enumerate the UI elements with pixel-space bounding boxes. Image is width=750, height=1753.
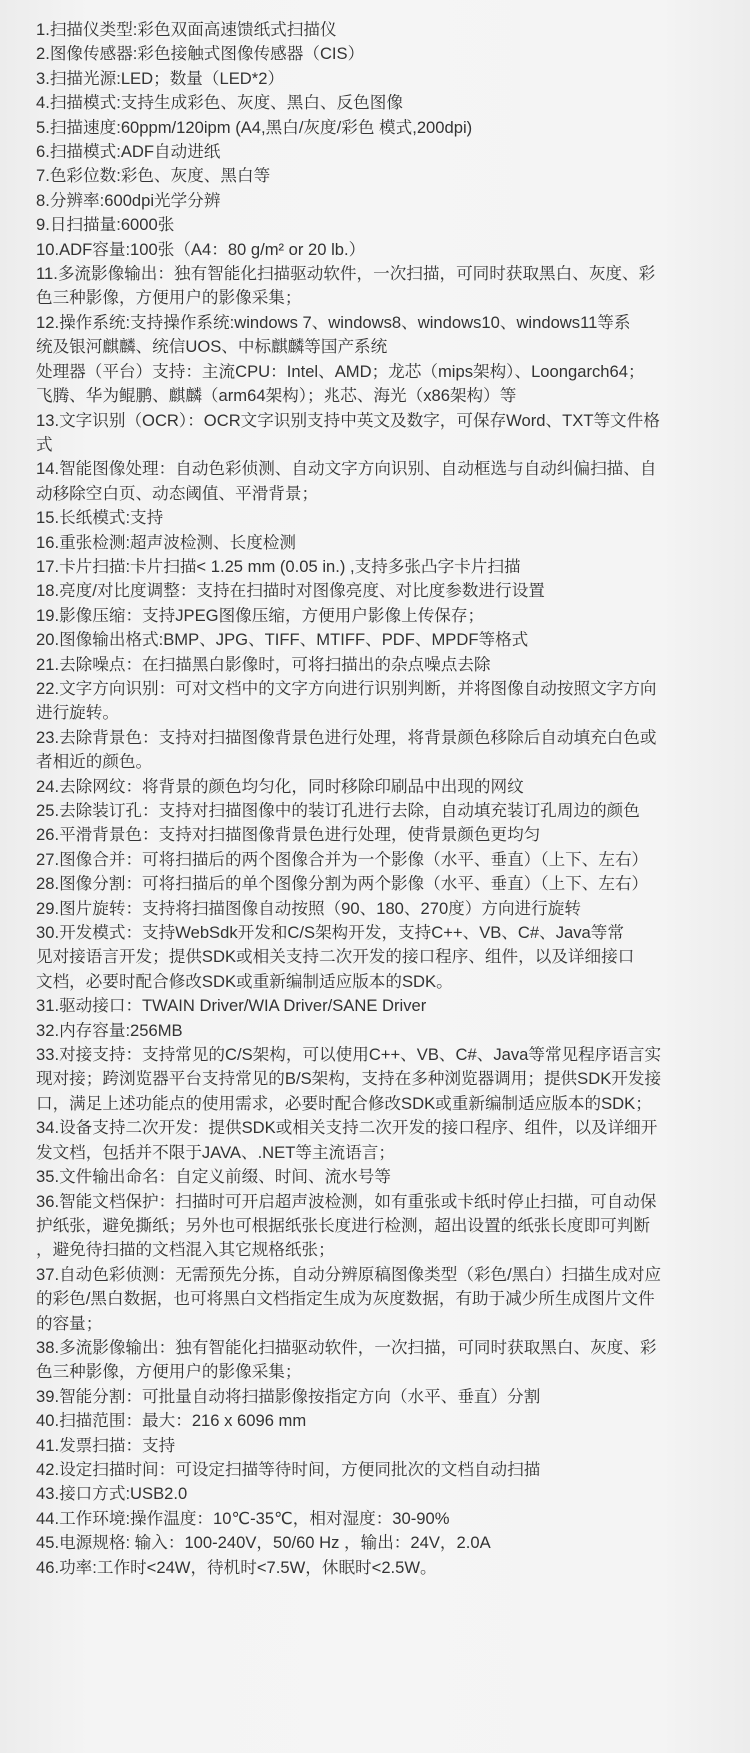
spec-line: ，避免待扫描的文档混入其它规格纸张； <box>36 1240 335 1260</box>
spec-line: 41.发票扫描：支持 <box>36 1435 176 1455</box>
spec-line: 处理器（平台）支持：主流CPU：Intel、AMD；龙芯（mips架构）、Loongarch64； <box>36 361 645 381</box>
spec-line: 进行旋转。 <box>36 703 119 723</box>
spec-line: 34.设备支持二次开发：提供SDK或相关支持二次开发的接口程序、组件，以及详细开 <box>36 1118 658 1138</box>
spec-line: 42.设定扫描时间：可设定扫描等待时间，方便同批次的文档自动扫描 <box>36 1459 541 1479</box>
spec-line: 19.影像压缩：支持JPEG图像压缩，方便用户影像上传保存； <box>36 605 485 625</box>
spec-line: 45.电源规格: 输入：100-240V，50/60 Hz ，输出：24V，2.0A <box>36 1533 491 1553</box>
spec-line: 12.操作系统:支持操作系统:windows 7、windows8、windows10、windows11等系 <box>36 312 631 332</box>
spec-line: 5.扫描速度:60ppm/120ipm (A4,黑白/灰度/彩色 模式,200dpi) <box>36 117 473 137</box>
spec-line: 15.长纸模式:支持 <box>36 508 164 528</box>
spec-line: 21.去除噪点：在扫描黑白影像时，可将扫描出的杂点噪点去除 <box>36 654 491 674</box>
spec-line: 3.扫描光源:LED；数量（LED*2） <box>36 68 285 88</box>
spec-line: 33.对接支持：支持常见的C/S架构，可以使用C++、VB、C#、Java等常见程序语言实 <box>36 1045 662 1065</box>
spec-line: 文档，必要时配合修改SDK或重新编制适应版本的SDK。 <box>36 971 453 991</box>
spec-line: 22.文字方向识别：可对文档中的文字方向进行识别判断，并将图像自动按照文字方向 <box>36 678 657 698</box>
spec-line: 动移除空白页、动态阈值、平滑背景； <box>36 483 319 503</box>
spec-line: 20.图像输出格式:BMP、JPG、TIFF、MTIFF、PDF、MPDF等格式 <box>36 630 529 650</box>
spec-line: 11.多流影像输出：独有智能化扫描驱动软件，一次扫描，可同时获取黑白、灰度、彩 <box>36 264 656 284</box>
spec-line: 46.功率:工作时<24W，待机时<7.5W，休眠时<2.5W。 <box>36 1557 437 1577</box>
spec-line: 18.亮度/对比度调整：支持在扫描时对图像亮度、对比度参数进行设置 <box>36 581 545 601</box>
spec-line: 24.去除网纹：将背景的颜色均匀化，同时移除印刷品中出现的网纹 <box>36 776 524 796</box>
spec-line: 者相近的颜色。 <box>36 752 153 772</box>
spec-line: 36.智能文档保护：扫描时可开启超声波检测，如有重张或卡纸时停止扫描，可自动保 <box>36 1191 657 1211</box>
spec-line: 39.智能分割：可批量自动将扫描影像按指定方向（水平、垂直）分割 <box>36 1386 541 1406</box>
spec-line: 色三种影像，方便用户的影像采集； <box>36 1362 302 1382</box>
spec-line: 发文档，包括并不限于JAVA、.NET等主流语言； <box>36 1142 395 1162</box>
spec-line: 43.接口方式:USB2.0 <box>36 1484 188 1504</box>
spec-line: 的彩色/黑白数据，也可将黑白文档指定生成为灰度数据，有助于减少所生成图片文件 <box>36 1289 655 1309</box>
spec-line: 35.文件输出命名：自定义前缀、时间、流水号等 <box>36 1167 391 1187</box>
spec-line: 6.扫描模式:ADF自动进纸 <box>36 142 221 162</box>
spec-line: 30.开发模式：支持WebSdk开发和C/S架构开发，支持C++、VB、C#、Java等常 <box>36 923 624 943</box>
spec-line: 飞腾、华为鲲鹏、麒麟（arm64架构）；兆芯、海光（x86架构）等 <box>36 386 517 406</box>
spec-line: 现对接；跨浏览器平台支持常见的B/S架构，支持在多种浏览器调用；提供SDK开发接 <box>36 1069 662 1089</box>
spec-line: 40.扫描范围：最大：216 x 6096 mm <box>36 1411 307 1431</box>
spec-line: 14.智能图像处理：自动色彩侦测、自动文字方向识别、自动框选与自动纠偏扫描、自 <box>36 459 657 479</box>
spec-line: 31.驱动接口：TWAIN Driver/WIA Driver/SANE Driver <box>36 996 427 1016</box>
spec-line: 式 <box>36 434 53 454</box>
spec-sheet <box>36 18 720 1580</box>
spec-line: 13.文字识别（OCR）：OCR文字识别支持中英文及数字，可保存Word、TXT等文件格 <box>36 410 660 430</box>
spec-line: 25.去除装订孔：支持对扫描图像中的装订孔进行去除，自动填充装订孔周边的颜色 <box>36 801 640 820</box>
spec-line: 色三种影像，方便用户的影像采集； <box>36 288 302 308</box>
spec-line: 2.图像传感器:彩色接触式图像传感器（CIS） <box>36 44 365 64</box>
spec-line: 4.扫描模式:支持生成彩色、灰度、黑白、反色图像 <box>36 93 403 113</box>
spec-line: 9.日扫描量:6000张 <box>36 215 175 235</box>
spec-line: 26.平滑背景色：支持对扫描图像背景色进行处理，使背景颜色更均匀 <box>36 825 541 845</box>
spec-line: 7.色彩位数:彩色、灰度、黑白等 <box>36 166 271 186</box>
spec-line: 29.图片旋转：支持将扫描图像自动按照（90、180、270度）方向进行旋转 <box>36 898 581 918</box>
spec-line: 护纸张，避免撕纸；另外也可根据纸张长度进行检测，超出设置的纸张长度即可判断 <box>36 1215 650 1235</box>
spec-line: 38.多流影像输出：独有智能化扫描驱动软件，一次扫描，可同时获取黑白、灰度、彩 <box>36 1337 657 1357</box>
spec-line: 32.内存容量:256MB <box>36 1020 183 1040</box>
spec-line: 统及银河麒麟、统信UOS、中标麒麟等国产系统 <box>36 337 388 357</box>
spec-line: 37.自动色彩侦测：无需预先分拣，自动分辨原稿图像类型（彩色/黑白）扫描生成对应 <box>36 1264 662 1284</box>
spec-line: 28.图像分割：可将扫描后的单个图像分割为两个影像（水平、垂直）（上下、左右） <box>36 874 649 894</box>
spec-line: 16.重张检测:超声波检测、长度检测 <box>36 532 296 552</box>
spec-line: 27.图像合并：可将扫描后的两个图像合并为一个影像（水平、垂直）（上下、左右） <box>36 849 649 869</box>
spec-line: 44.工作环境:操作温度：10℃-35℃，相对湿度：30-90% <box>36 1508 450 1528</box>
spec-line: 口，满足上述功能点的使用需求，必要时配合修改SDK或重新编制适应版本的SDK； <box>36 1093 652 1113</box>
spec-line: 23.去除背景色：支持对扫描图像背景色进行处理，将背景颜色移除后自动填充白色或 <box>36 727 657 747</box>
spec-line: 的容量； <box>36 1313 103 1333</box>
spec-line: 1.扫描仪类型:彩色双面高速馈纸式扫描仪 <box>36 20 337 39</box>
spec-line: 见对接语言开发；提供SDK或相关支持二次开发的接口程序、组件，以及详细接口 <box>36 947 635 967</box>
spec-line: 17.卡片扫描:卡片扫描< 1.25 mm (0.05 in.) ,支持多张凸字卡片扫描 <box>36 556 521 576</box>
spec-line: 8.分辨率:600dpi光学分辨 <box>36 190 221 210</box>
spec-line: 10.ADF容量:100张（A4：80 g/m² or 20 lb.） <box>36 239 366 259</box>
